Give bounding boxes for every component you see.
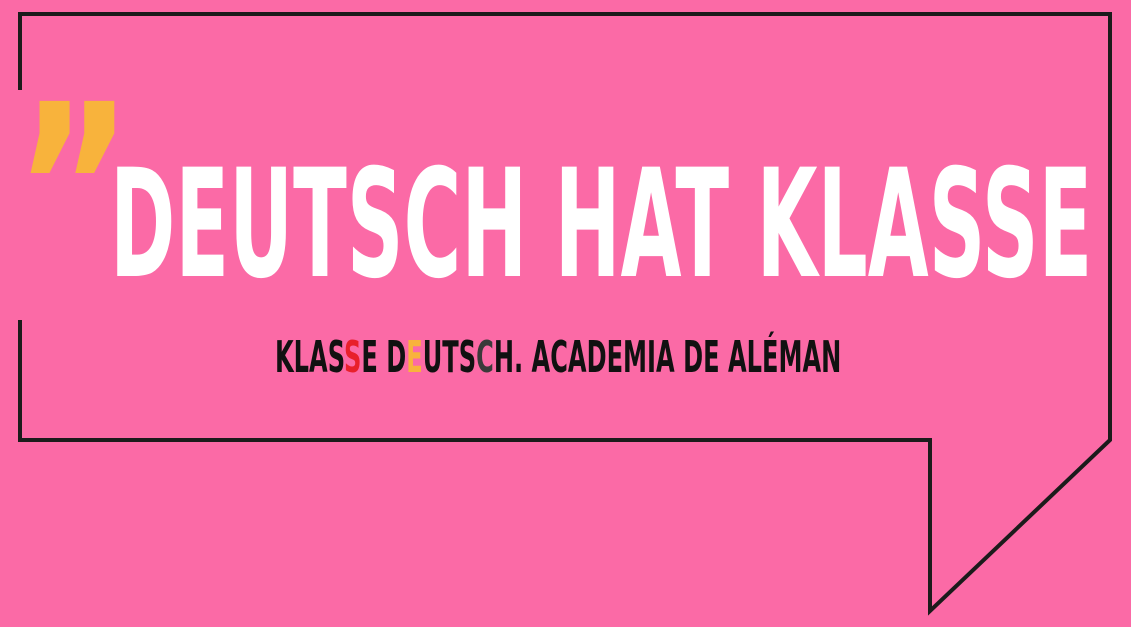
subline-text-3: UTS bbox=[422, 332, 477, 383]
subline bbox=[275, 332, 842, 383]
subline-letter-dark: C bbox=[476, 332, 494, 383]
subline-letter-red: S bbox=[343, 332, 362, 383]
headline: DEUTSCH HAT KLASSE bbox=[110, 138, 1093, 312]
subline-text-1: KLAS bbox=[275, 332, 344, 383]
subline-text-4: H. ACADEMIA DE ALÉMAN bbox=[493, 332, 842, 383]
subline-text-2: E D bbox=[361, 332, 407, 383]
subline-letter-gold: E bbox=[406, 332, 423, 383]
closing-quote-icon: ” bbox=[14, 55, 124, 325]
